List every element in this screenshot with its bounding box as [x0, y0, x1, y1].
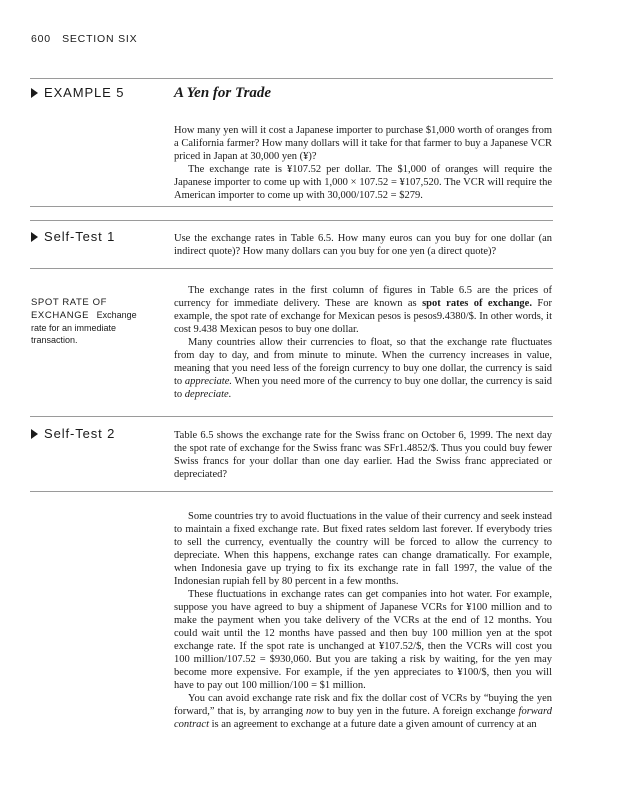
- triangle-bullet-icon: [31, 232, 38, 242]
- self-test-1-label-text: Self-Test 1: [44, 229, 116, 244]
- spot-rate-paragraph-2: [174, 336, 552, 401]
- rule-example-bottom: [30, 206, 553, 207]
- spot-rate-p1-rest: For example, the spot rate of exchange for Mexican pesos is pesos9.4380/$. In other words, it cost 9.438 Mexican pesos to buy one dollar.: [174, 298, 552, 335]
- margin-term-line-1: SPOT RATE OF: [31, 297, 107, 308]
- rule-selftest2-top: [30, 416, 553, 417]
- closing-paragraph-2: These fluctuations in exchange rates can get companies into hot water. For example, suppose you have agreed to buy a shipment of Japanese VCRs for ¥100 million and to make the payment when you take delivery of the VCRs at the end of 12 months. You could wait until the 12 months have passed and then buy 100 million yen at the spot exchange rate. If the spot rate is unchanged at ¥107.52/$, then the VCRs will cost you 100 million/107.52 = $930,060. But you are taking a risk by waiting, for the yen may become more expensive. For example, if the yen appreciates to ¥100/$, then you will have to pay out 100 million/100 = $1 million.: [174, 589, 552, 691]
- rule-selftest1-top: [30, 220, 553, 221]
- example-paragraph-1: How many yen will it cost a Japanese importer to purchase $1,000 worth of oranges from a California farmer? How many dollars will it take for that farmer to buy a Japanese VCR priced in Japan at 30,000 yen (¥)?: [174, 125, 552, 162]
- forward-contract-term: forward contract: [174, 706, 553, 730]
- page-number: 600: [31, 33, 51, 45]
- spot-rate-term-bold: spot rates of exchange.: [422, 298, 532, 309]
- now-term: now: [306, 706, 324, 717]
- self-test-2-label: [31, 426, 115, 441]
- rule-selftest1-bottom: [30, 268, 553, 269]
- depreciate-term: depreciate.: [184, 389, 232, 400]
- self-test-1-text: Use the exchange rates in Table 6.5. How many euros can you buy for one dollar (an indirect quote)? How many dollars can you buy for one yen (a direct quote)?: [174, 233, 552, 257]
- rule-selftest2-bottom: [30, 491, 553, 492]
- spot-rate-p2-mid: When you need more of the currency to buy one dollar, the currency is said to: [174, 376, 552, 400]
- closing-body: [174, 510, 552, 731]
- self-test-2-label-text: Self-Test 2: [44, 426, 116, 441]
- appreciate-term: appreciate.: [184, 376, 233, 387]
- margin-definition-word: Exchange: [96, 310, 137, 320]
- spot-rate-p2-text: Many countries allow their currencies to float, so that the exchange rate fluctuates from day to day, and from minute to minute. When the currency increases in value, meaning that you need less of the foreign currency to buy one dollar, the currency is said to: [174, 337, 552, 387]
- closing-p3-rest: is an agreement to exchange at a future date a given amount of currency at an: [209, 719, 537, 730]
- running-header: [31, 33, 137, 45]
- closing-paragraph-3: [174, 692, 552, 731]
- self-test-2-text: Table 6.5 shows the exchange rate for the Swiss franc on October 6, 1999. The next day the spot rate of exchange for the Swiss franc was SFr1.4852/$. Thus you could buy fewer Swiss francs for your dollar than one day earlier. Had the Swiss franc appreciated or depreciated?: [174, 430, 552, 480]
- margin-term-line-2: EXCHANGE: [31, 310, 90, 321]
- example-label-text: EXAMPLE 5: [44, 85, 125, 100]
- self-test-1-label: [31, 229, 115, 244]
- spot-rate-body: [174, 284, 552, 401]
- example-body: [174, 124, 552, 202]
- triangle-bullet-icon: [31, 429, 38, 439]
- rule-example-top: [30, 78, 553, 79]
- closing-paragraph-1: Some countries try to avoid fluctuations in the value of their currency and seek instead to maintain a fixed exchange rate. But fixed rates seldom last forever. If everybody tries to sell the currency, eventually the country will be forced to allow the currency to depreciate. When this happens, exchange rates can change dramatically. For example, when Indonesia gave up trying to fix its exchange rate in fall 1997, the value of the Indonesian rupiah fell by 80 percent in a few months.: [174, 511, 552, 587]
- triangle-bullet-icon: [31, 88, 38, 98]
- margin-definition: [31, 297, 161, 346]
- spot-rate-p1-text: The exchange rates in the first column of figures in Table 6.5 are the prices of currency for immediate delivery. These are known as: [174, 285, 552, 309]
- section-title: SECTION SIX: [62, 33, 138, 45]
- example-paragraph-2: The exchange rate is ¥107.52 per dollar. The $1,000 of oranges will require the Japanese importer to come up with 1,000 × 107.52 = ¥107,520. The VCR will require the American importer to come up with 30,000/107.52 = $279.: [174, 164, 552, 201]
- closing-p3-mid: to buy yen in the future. A foreign exchange: [323, 706, 519, 717]
- example-title: A Yen for Trade: [174, 85, 272, 101]
- closing-p3-text: You can avoid exchange rate risk and fix the dollar cost of VCRs by “buying the yen forward,” that is, by arranging: [174, 693, 552, 717]
- margin-definition-rest: rate for an immediate transaction.: [31, 323, 117, 345]
- spot-rate-paragraph-1: [174, 284, 552, 336]
- example-label: [31, 85, 124, 100]
